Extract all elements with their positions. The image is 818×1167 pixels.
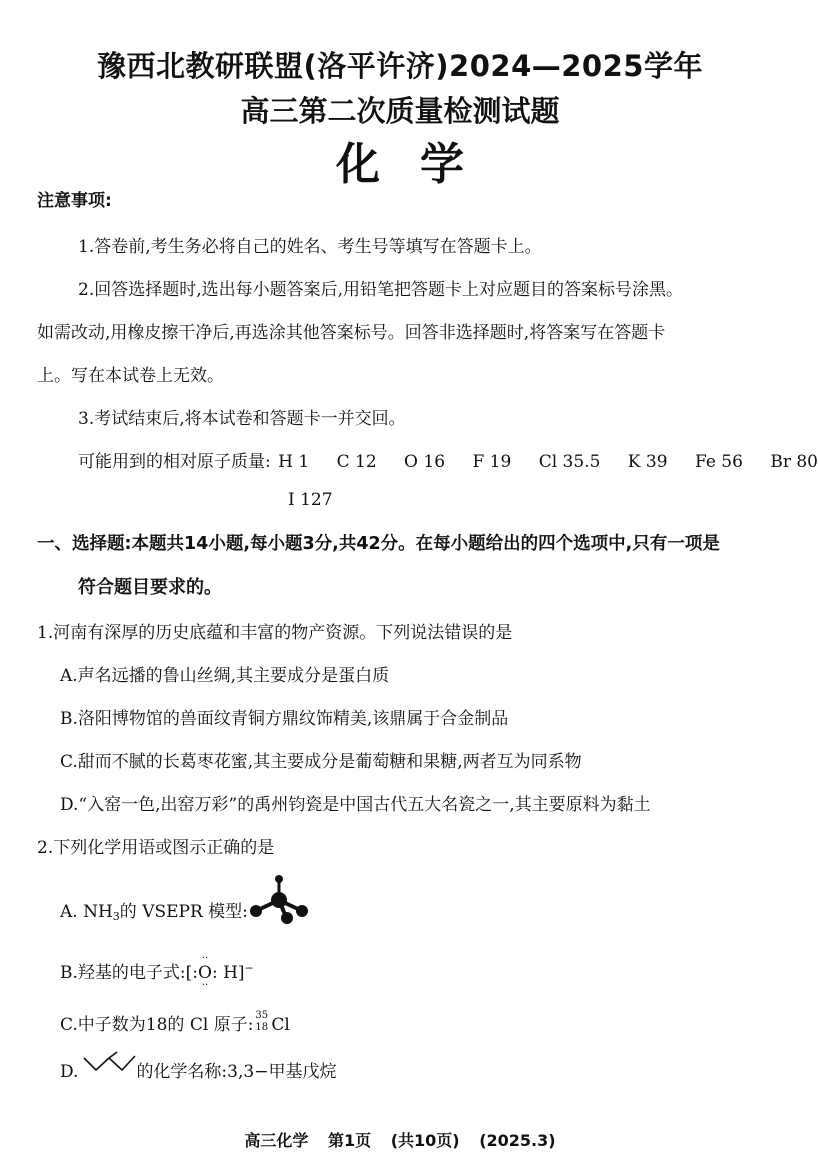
q2-b-bracket: [: bbox=[185, 963, 198, 983]
notice-item-3: 3.考试结束后,将本试卷和答题卡一并交回。 bbox=[78, 409, 406, 429]
atomic-masses-label: 可能用到的相对原子质量: bbox=[78, 452, 271, 472]
page-footer bbox=[0, 1128, 800, 1151]
q1-option-c: C.甜而不腻的长葛枣花蜜,其主要成分是葡萄糖和果糖,两者互为同系物 bbox=[60, 752, 582, 772]
q1-option-b: B.洛阳博物馆的兽面纹青铜方鼎纹饰精美,该鼎属于合金制品 bbox=[60, 709, 509, 729]
subject-title: 化学 bbox=[336, 139, 504, 190]
q2-c-symbol: Cl bbox=[271, 1015, 290, 1035]
footer-page: 第1页 bbox=[328, 1131, 372, 1150]
q2-c-isotope-numbers: 35 18 bbox=[255, 1010, 269, 1033]
q2-b-rest: : H] bbox=[211, 963, 245, 983]
mass-br: Br 80 bbox=[770, 452, 818, 472]
q2-option-c bbox=[60, 1010, 290, 1035]
mass-o: O 16 bbox=[404, 452, 446, 472]
section-1-heading-cont: 符合题目要求的。 bbox=[78, 577, 222, 598]
nh3-vsepr-model-icon bbox=[246, 874, 312, 924]
q2-stem: 2.下列化学用语或图示正确的是 bbox=[37, 838, 275, 858]
notice-item-1: 1.答卷前,考生务必将自己的姓名、考生号等填写在答题卡上。 bbox=[78, 237, 542, 257]
q2-option-b bbox=[60, 953, 254, 991]
q2-a-prefix: A. NH bbox=[60, 902, 113, 922]
mass-i: I 127 bbox=[288, 490, 333, 510]
section-1-heading: 一、选择题:本题共14小题,每小题3分,共42分。在每小题给出的四个选项中,只有一项是 bbox=[37, 534, 720, 554]
q2-a-suffix: 的 VSEPR 模型: bbox=[119, 902, 248, 922]
exam-title-line1: 豫西北教研联盟(洛平许济)2024—2025学年 bbox=[97, 49, 703, 83]
mass-f: F 19 bbox=[472, 452, 512, 472]
q2-a-subscript: 3 bbox=[112, 910, 120, 923]
q2-b-oxygen: ·· O ·· bbox=[198, 953, 212, 991]
footer-subject: 高三化学 bbox=[244, 1131, 309, 1150]
footer-date: (2025.3) bbox=[479, 1131, 556, 1150]
exam-title-line2: 高三第二次质量检测试题 bbox=[240, 94, 560, 128]
q1-option-a: A.声名远播的鲁山丝绸,其主要成分是蛋白质 bbox=[60, 666, 390, 686]
mass-h: H 1 bbox=[278, 452, 310, 472]
q2-b-charge: − bbox=[244, 961, 254, 975]
q2-option-a bbox=[60, 897, 248, 923]
atomic-masses bbox=[78, 447, 818, 472]
q2-d-prefix: D. bbox=[60, 1062, 79, 1082]
mass-fe: Fe 56 bbox=[694, 452, 743, 472]
q2-b-prefix: B.羟基的电子式: bbox=[60, 963, 186, 983]
mass-c: C 12 bbox=[336, 452, 377, 472]
q1-option-d: D.“入窑一色,出窑万彩”的禹州钧瓷是中国古代五大名瓷之一,其主要原料为黏土 bbox=[60, 795, 651, 815]
skeletal-formula-icon bbox=[82, 1050, 140, 1078]
notice-heading: 注意事项: bbox=[37, 191, 112, 211]
notice-item-2a: 2.回答选择题时,选出每小题答案后,用铅笔把答题卡上对应题目的答案标号涂黑。 bbox=[78, 280, 684, 300]
mass-k: K 39 bbox=[627, 452, 668, 472]
q1-stem: 1.河南有深厚的历史底蕴和丰富的物产资源。下列说法错误的是 bbox=[37, 623, 513, 643]
notice-item-2b: 如需改动,用橡皮擦干净后,再选涂其他答案标号。回答非选择题时,将答案写在答题卡 bbox=[37, 323, 666, 343]
mass-cl: Cl 35.5 bbox=[538, 452, 601, 472]
notice-item-2c: 上。写在本试卷上无效。 bbox=[37, 366, 224, 386]
q2-c-prefix: C.中子数为18的 Cl 原子: bbox=[60, 1015, 254, 1035]
q2-d-suffix: 的化学名称:3,3−甲基戊烷 bbox=[136, 1062, 337, 1082]
footer-total: (共10页) bbox=[390, 1131, 460, 1150]
